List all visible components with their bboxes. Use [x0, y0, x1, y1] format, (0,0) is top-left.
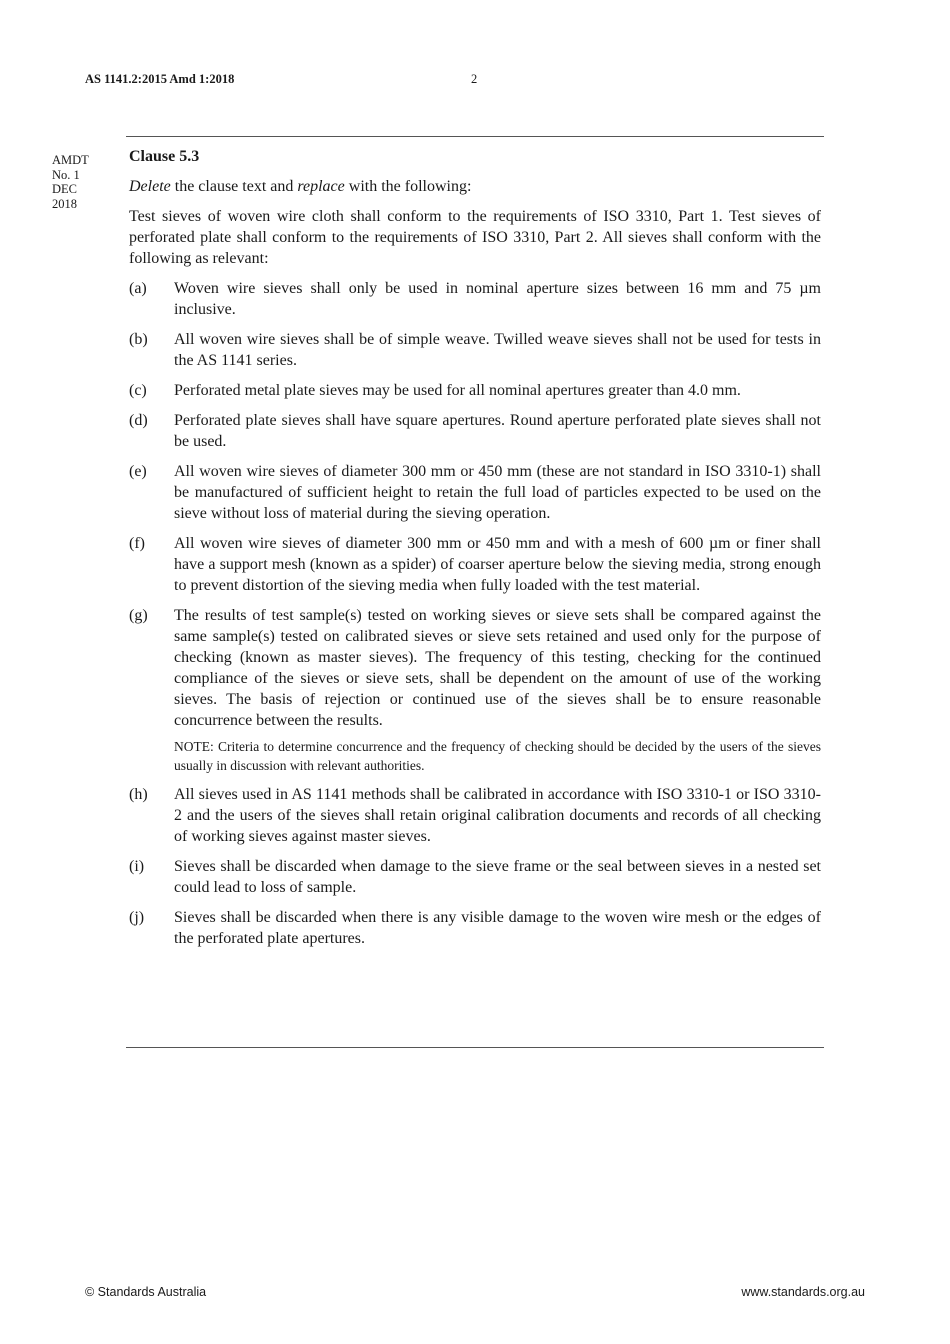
top-rule: [126, 136, 824, 137]
item-label: (h): [129, 786, 148, 803]
list-item-e: [129, 461, 821, 524]
bottom-rule: [126, 1047, 824, 1048]
instruction-replace: replace: [297, 178, 345, 195]
item-label: (g): [129, 607, 148, 624]
item-label: (d): [129, 412, 148, 429]
item-label: (j): [129, 909, 145, 926]
list-item-j: [129, 907, 821, 949]
document-id: AS 1141.2:2015 Amd 1:2018: [85, 72, 235, 86]
amendment-year: 2018: [52, 196, 77, 211]
clause-title: Clause 5.3: [129, 148, 200, 165]
item-label: (a): [129, 280, 147, 297]
note-text: NOTE: Criteria to determine concurrence and the frequency of checking should be decided by the users of the sieves usually in discussion with relevant authorities.: [174, 739, 821, 773]
item-text: All woven wire sieves shall be of simple weave. Twilled weave sieves shall not be used for tests in the AS 1141 series.: [174, 331, 821, 369]
item-label: (f): [129, 535, 145, 552]
item-text: Sieves shall be discarded when damage to the sieve frame or the seal between sieves in a nested set could lead to loss of sample.: [174, 858, 821, 896]
website: www.standards.org.au: [741, 1285, 865, 1299]
clause-intro: Test sieves of woven wire cloth shall conform to the requirements of ISO 3310, Part 1. Test sieves of perforated plate shall conform to the requirements of ISO 3310, Part 2. All sieves shall conform with the following as relevant:: [129, 208, 821, 267]
item-text: All woven wire sieves of diameter 300 mm or 450 mm (these are not standard in ISO 3310-1) shall be manufactured of sufficient height to retain the full load of particles expected to be used on the sieve without loss of material during the sieving operation.: [174, 463, 821, 522]
list-item-i: [129, 856, 821, 898]
list-item-c: [129, 380, 821, 401]
item-text: All sieves used in AS 1141 methods shall be calibrated in accordance with ISO 3310-1 or ISO 3310-2 and the users of the sieves shall retain original calibration documents and records of all checking of working sieves against master sieves.: [174, 786, 821, 845]
amendment-month: DEC: [52, 182, 77, 196]
item-label: (i): [129, 858, 145, 875]
note-g: [129, 737, 821, 775]
amendment-number: No. 1: [52, 167, 80, 182]
copyright: © Standards Australia: [85, 1285, 207, 1299]
list-item-d: [129, 410, 821, 452]
item-label: (c): [129, 382, 147, 399]
instruction-mid: the clause text and: [170, 178, 298, 195]
clause-content: [129, 146, 821, 958]
list-item-b: [129, 329, 821, 371]
item-text: Woven wire sieves shall only be used in nominal aperture sizes between 16 mm and 75 µm inclusive.: [174, 280, 821, 318]
amendment-margin-note: [52, 153, 89, 211]
list-item-h: [129, 784, 821, 847]
item-text: Perforated metal plate sieves may be used for all nominal apertures greater than 4.0 mm.: [174, 382, 741, 399]
item-label: (e): [129, 463, 147, 480]
amendment-label: AMDT: [52, 153, 89, 167]
instruction-end: with the following:: [344, 178, 472, 195]
item-text: Perforated plate sieves shall have square apertures. Round aperture perforated plate sieves shall not be used.: [174, 412, 821, 450]
page-number: 2: [471, 72, 478, 86]
item-text: Sieves shall be discarded when there is any visible damage to the woven wire mesh or the edges of the perforated plate apertures.: [174, 909, 821, 947]
list-item-g: [129, 605, 821, 731]
item-text: All woven wire sieves of diameter 300 mm or 450 mm and with a mesh of 600 µm or finer shall have a support mesh (known as a spider) of coarser aperture below the sieving media, strong enough to prevent distortion of the sieving media when fully loaded with the test material.: [174, 535, 821, 594]
instruction-delete: Delete: [129, 178, 171, 195]
amendment-instruction: [129, 176, 821, 197]
item-label: (b): [129, 331, 148, 348]
list-item-a: [129, 278, 821, 320]
list-item-f: [129, 533, 821, 596]
item-text: The results of test sample(s) tested on working sieves or sieve sets shall be compared against the same sample(s) tested on calibrated sieves or sieve sets retained and used only for the purpose of checking (known as master sieves). The frequency of this testing, checking for the continued compliance of the sieves or sieve sets, shall be dependent on the amount of use of the working sieves. The basis of rejection or continued use of the sieves shall be to ensure reasonable concurrence between the results.: [174, 607, 821, 729]
